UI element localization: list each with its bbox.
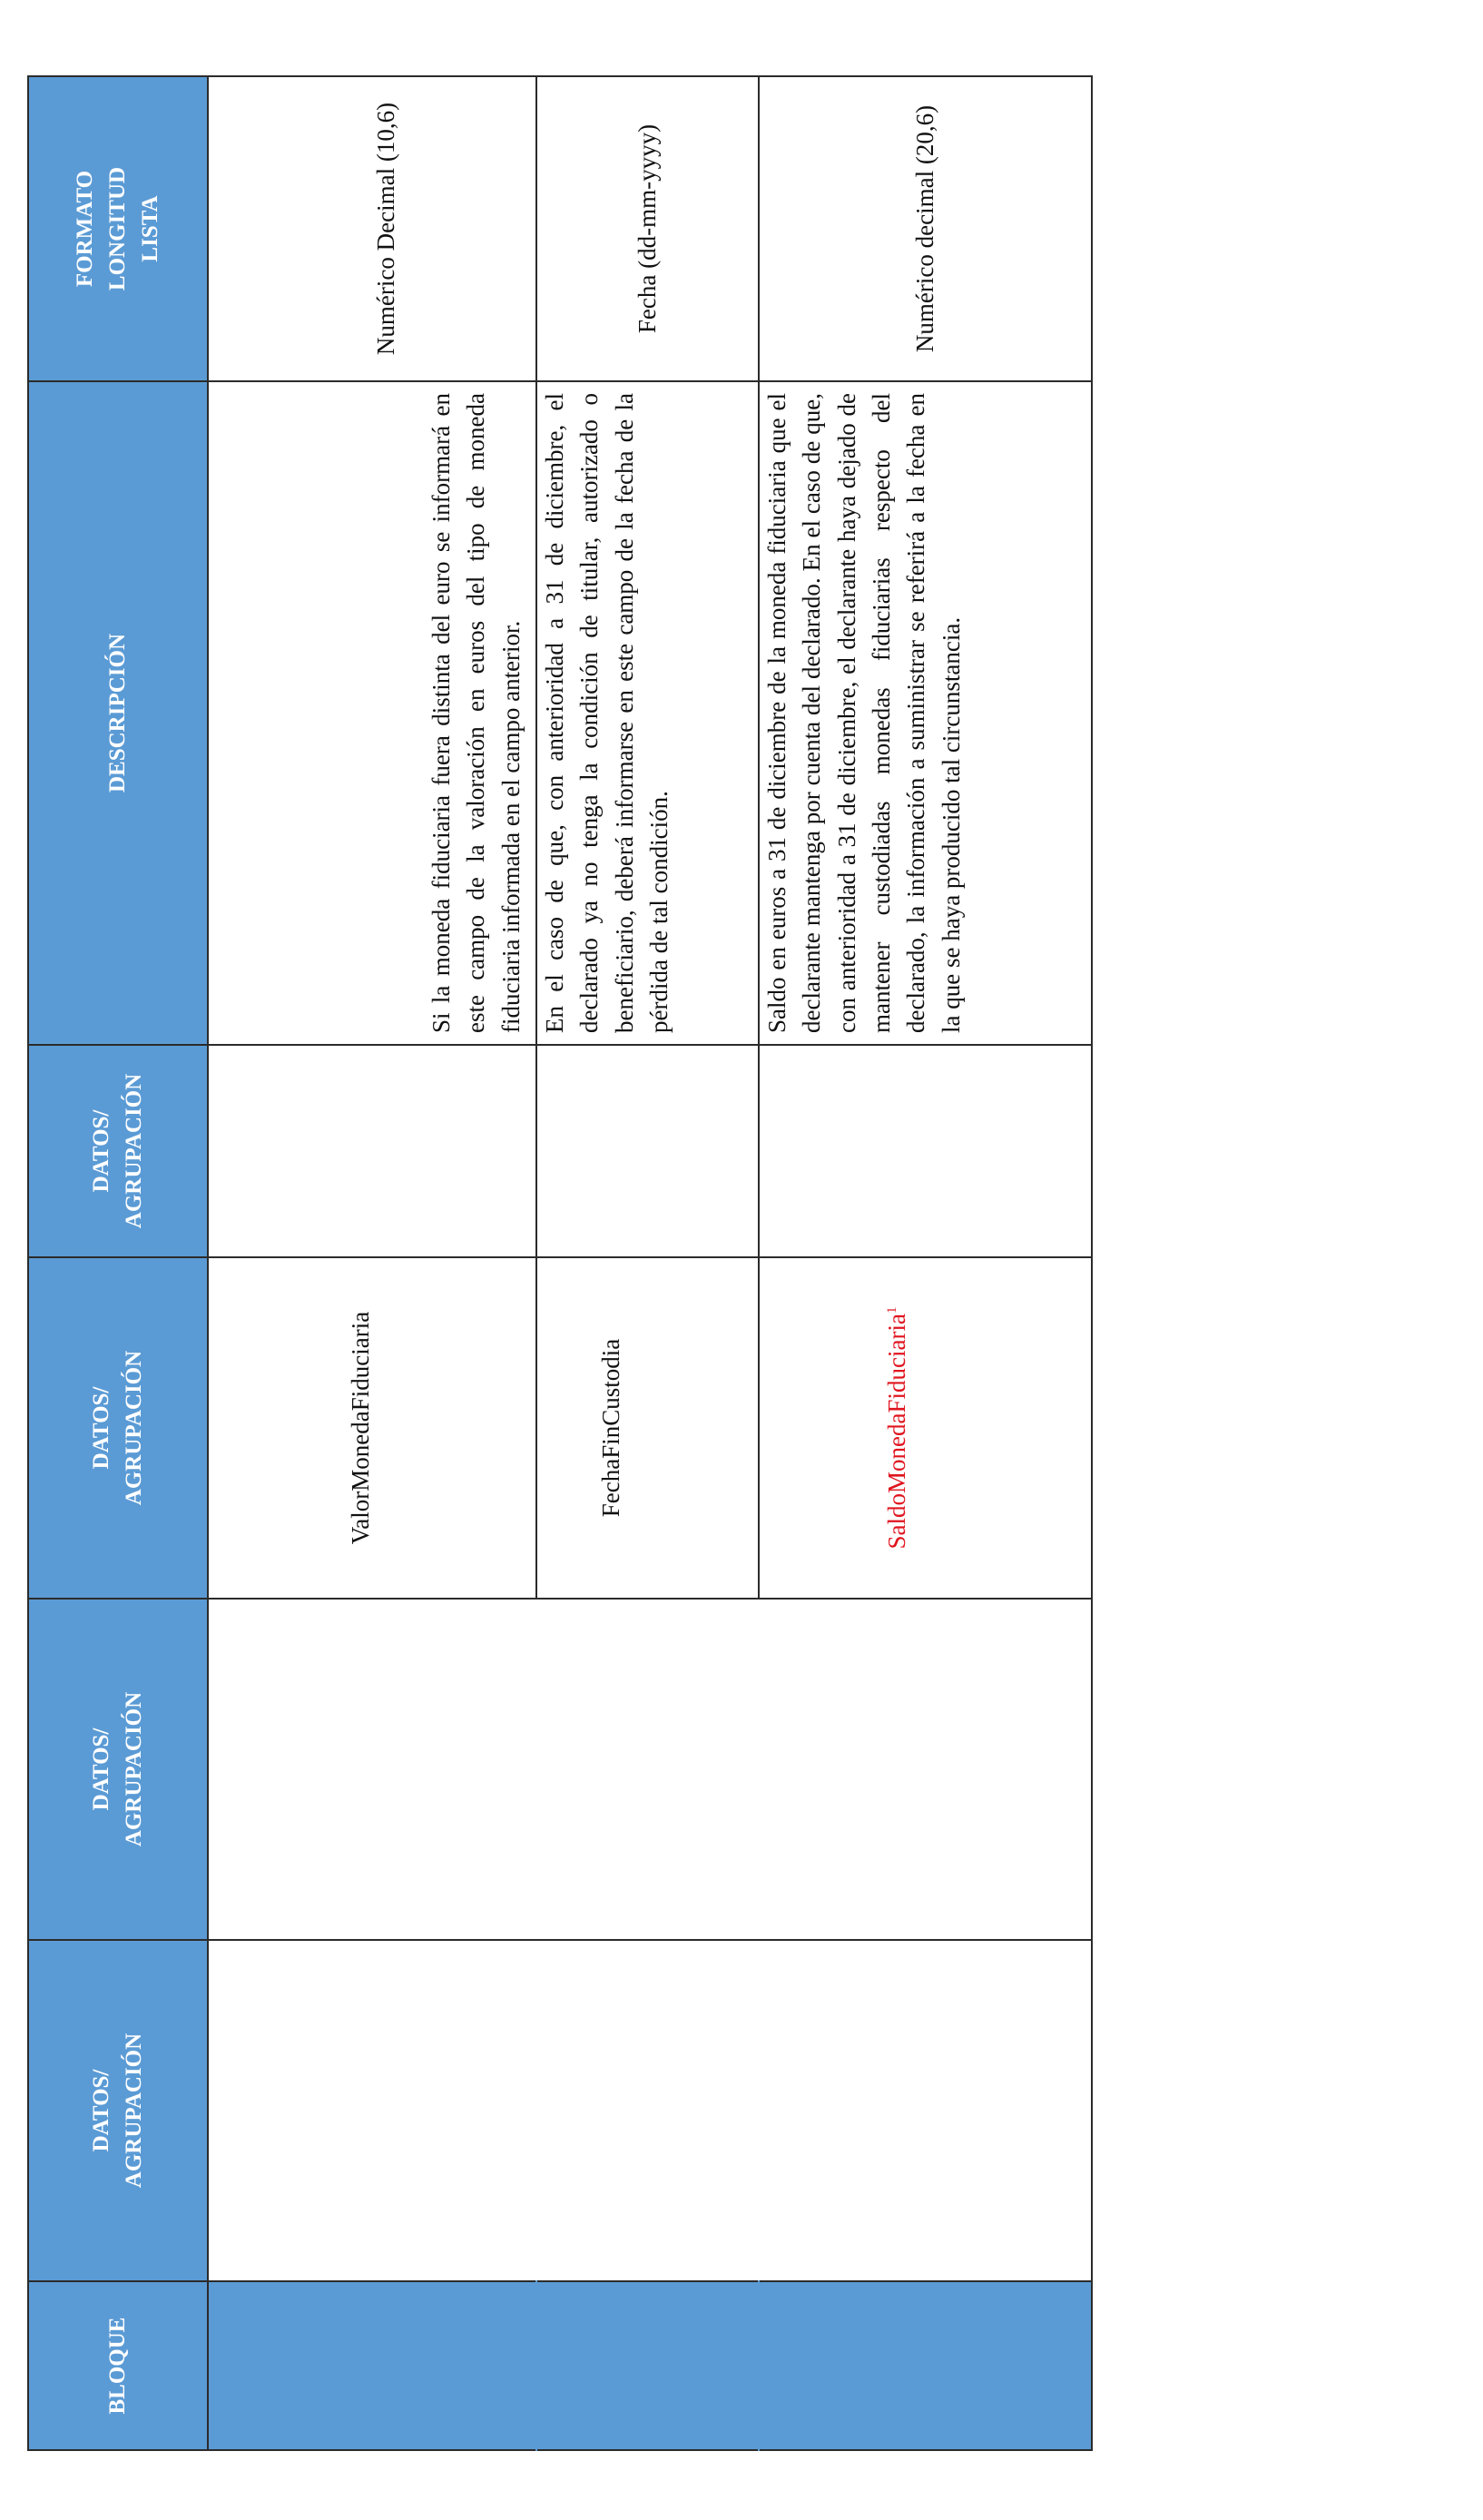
field-name: ValorMonedaFiduciaria — [208, 1257, 536, 1599]
format-cell: Numérico decimal (20,6) — [759, 76, 1092, 381]
description-cell: En el caso de que, con anterioridad a 31 de diciembre, el declarado ya no tenga la condición de titular, autorizado o beneficiario, deberá informarse en este campo de la fecha de la pérdida de tal condición. — [536, 381, 759, 1045]
table-row — [208, 76, 536, 2450]
field-name — [759, 1257, 1092, 1599]
field-name-highlighted: SaldoMonedaFiduciaria — [883, 1314, 910, 1550]
fields-table — [27, 75, 1093, 2451]
description-cell: Saldo en euros a 31 de diciembre de la moneda fiduciaria que el declarante mantenga por cuenta del declarado. En el caso de que, con anterioridad a 31 de diciembre, el declarante haya dejado de mantener custodiadas monedas fiduciarias respecto del declarado, la información a suministrar se referirá a la fecha en la que se haya producido tal circunstancia. — [759, 381, 1092, 1045]
empty-cell — [208, 1940, 536, 2281]
header-formato: FORMATO LONGITUD LISTA — [28, 76, 208, 381]
format-cell: Fecha (dd-mm-yyyy) — [536, 76, 759, 381]
empty-cell — [208, 1045, 536, 1257]
header-row — [28, 76, 208, 2450]
empty-cell — [536, 1940, 759, 2281]
bloque-cell — [759, 2281, 1092, 2450]
description-cell: Si la moneda fiduciaria fuera distinta del euro se informará en este campo de la valoración en euros del tipo de moneda fiduciaria informada en el campo anterior. — [208, 381, 536, 1045]
empty-cell — [536, 1045, 759, 1257]
table-row — [759, 76, 1092, 2450]
empty-cell — [759, 1599, 1092, 1940]
empty-cell — [536, 1599, 759, 1940]
bloque-cell — [208, 2281, 536, 2450]
empty-cell — [759, 1940, 1092, 2281]
table-row — [536, 76, 759, 2450]
empty-cell — [759, 1045, 1092, 1257]
empty-cell — [208, 1599, 536, 1940]
header-datos-4: DATOS/ AGRUPACIÓN — [28, 1045, 208, 1257]
format-cell: Numérico Decimal (10,6) — [208, 76, 536, 381]
header-datos-2: DATOS/ AGRUPACIÓN — [28, 1599, 208, 1940]
bloque-cell — [536, 2281, 759, 2450]
field-name: FechaFinCustodia — [536, 1257, 759, 1599]
footnote-marker: 1 — [885, 1306, 899, 1314]
header-bloque: BLOQUE — [28, 2281, 208, 2450]
header-datos-3: DATOS/ AGRUPACIÓN — [28, 1257, 208, 1599]
header-descripcion: DESCRIPCIÓN — [28, 381, 208, 1045]
header-datos-1: DATOS/ AGRUPACIÓN — [28, 1940, 208, 2281]
rotated-page — [27, 77, 1089, 2451]
